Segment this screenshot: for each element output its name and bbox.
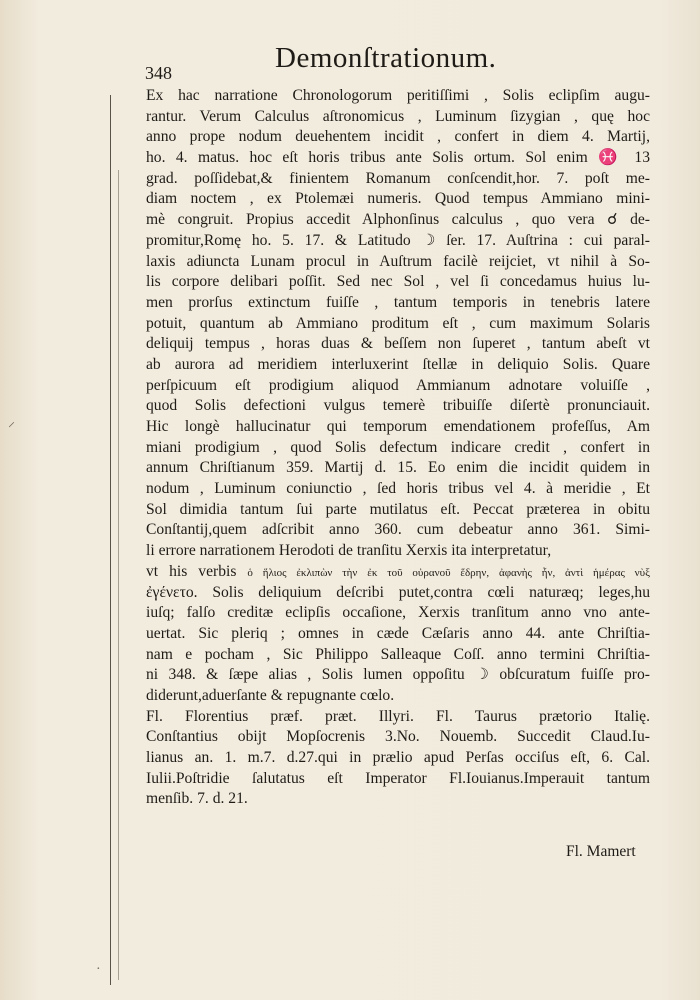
text-line: grad. poſſidebat,& finientem Romanum conſcendit,hor. 7. poſt me- <box>146 169 650 187</box>
text-line: perſpicuum eſt prodigium aliquod Ammianum adnotare voluiſſe , <box>146 376 650 394</box>
text-line: men prorſus extinctum fuiſſe , tantum temporis in tenebris latere <box>146 293 650 311</box>
text-line: iuſq; falſo creditæ eclipſis occaſione, Xerxis tranſitum anno vno ante- <box>146 604 650 622</box>
main-text <box>146 86 650 810</box>
greek-quote-line <box>146 562 650 583</box>
catchword: Fl. Mamert <box>566 843 636 860</box>
text-line: li errore narrationem Herodoti de tranſitu Xerxis ita interpretatur, <box>146 542 552 560</box>
running-title: Demonſtrationum. <box>275 42 497 74</box>
text-line: Fl. Florentius præf. præt. Illyri. Fl. Taurus prætorio Italię. <box>146 707 650 725</box>
text-line: ni 348. & ſæpe alias , Solis lumen oppoſitu ☽ obſcuratum fuiſſe pro- <box>146 666 650 684</box>
text-line: potuit, quantum ab Ammiano proditum eſt , cum maximum Solaris <box>146 314 650 332</box>
text-line: Hic longè hallucinatur qui temporum emendationem profeſſus, Am <box>146 418 650 435</box>
text-line: quod Solis defectioni vulgus temerè tribuiſſe diſertè pronunciauit. <box>146 397 650 415</box>
text-line: nam e pocham , Sic Philippo Salleaque Coſſ. anno termini Chriſtia- <box>146 645 650 663</box>
greek-quote: ὁ ἥλιος ἐκλιπὼν τὴν ἐκ τοῦ οὐρανοῦ ἕδρην, ἀφανὴς ἦν, ἀντὶ ἡμέρας νὺξ <box>247 566 651 579</box>
margin-mark: · <box>96 962 101 977</box>
text-line: Iulii.Poſtridie ſalutatus eſt Imperator Fl.Iouianus.Imperauit tantum <box>146 769 650 787</box>
page-number: 348 <box>145 63 172 83</box>
paragraph-chronology <box>146 86 650 562</box>
consuls-entry <box>146 707 650 810</box>
margin-mark: ⸍ <box>8 421 15 436</box>
text-line: uertat. Sic pleriq ; omnes in cæde Cæſaris anno 44. ante Chriſtia- <box>146 624 650 642</box>
text-line: diam noctem , ex Ptolemæi numeris. Quod tempus Ammiano mini- <box>146 190 650 208</box>
text-line: rantur. Verum Calculus aſtronomicus , Luminum ſizygian , quę hoc <box>146 107 650 125</box>
text-line: promitur,Romę ho. 5. 17. & Latitudo ☽ ſer. 17. Auſtrina : cui paral- <box>146 231 650 249</box>
text-line: laxis adiuncta Lunam procul in Auſtrum facilè reijciet, vt nihil à So- <box>146 252 650 270</box>
paragraph-herodotus <box>146 583 650 707</box>
text-line: Conſtantius obijt Mopſocrenis 3.No. Nouemb. Succedit Claud.Iu- <box>146 728 650 746</box>
text-line: deliquij tempus , horas duas & beſſem non ſuperet , tantum abeſt vt <box>146 335 650 353</box>
text-line: ho. 4. matus. hoc eſt horis tribus ante Solis ortum. Sol enim ♓ 13 <box>146 149 650 167</box>
text-line: anno prope nodum deuehentem incidit , confert in diem 4. Martij, <box>146 128 650 146</box>
margin-rule-inner <box>118 170 119 980</box>
text-line: menſib. 7. d. 21. <box>146 790 248 808</box>
text-line: Sol dimidia tantum ſui parte mutilatus eſt. Peccat præterea in obitu <box>146 500 650 518</box>
text-line: lianus an. 1. m.7. d.27.qui in prælio apud Perſas occiſus eſt, 6. Cal. <box>146 749 650 766</box>
margin-rule <box>110 95 111 985</box>
text-line: diderunt,aduerſante & repugnante cœlo. <box>146 686 395 704</box>
text-line: mè congruit. Propius accedit Alphonſinus calculus , quo vera ☌ de- <box>146 211 650 229</box>
text-line: ἐγένετο. Solis deliquium deſcribi putet,contra cœli naturæq; leges,hu <box>146 583 650 601</box>
text-line: lis corpore delibari poſſit. Sed nec Sol , vel ſi concedamus huius lu- <box>146 273 650 291</box>
greek-line-prefix: vt his verbis <box>146 562 237 580</box>
text-line: annum Chriſtianum 359. Martij d. 15. Eo enim die incidit quidem in <box>146 459 650 477</box>
text-line: Ex hac narratione Chronologorum peritiſſimi , Solis eclipſim augu- <box>146 87 650 104</box>
text-line: miani prodigium , quod Solis defectum indicare credit , confert in <box>146 438 650 456</box>
text-line: nodum , Luminum coniunctio , ſed horis tribus vel 4. à meridie , Et <box>146 480 650 498</box>
text-line: ab aurora ad meridiem interluxerint ſtellæ in deliquio Solis. Quare <box>146 355 650 373</box>
text-line: Conſtantij,quem adſcribit anno 360. cum debeatur anno 361. Simi- <box>146 521 650 539</box>
